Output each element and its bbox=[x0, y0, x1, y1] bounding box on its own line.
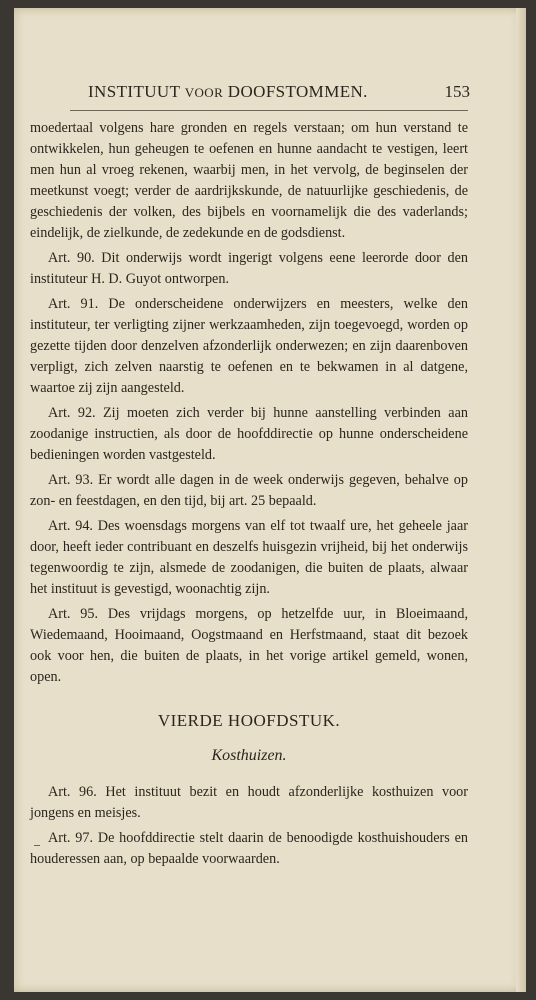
paragraph-art-93: Art. 93. Er wordt alle dagen in de week onderwijs gegeven, behalve op zon- en feestdagen, en den tijd, bij art. 25 bepaald. bbox=[30, 472, 468, 509]
page-header bbox=[70, 82, 470, 110]
running-head-part2: DOOFSTOMMEN. bbox=[223, 82, 368, 101]
paragraph-art-97: Art. 97. De hoofddirectie stelt daarin de benoodigde kosthuishouders en houderessen aan, op bepaalde voorwaarden. bbox=[30, 830, 468, 867]
section-heading: Kosthuizen. bbox=[211, 747, 287, 764]
header-rule bbox=[70, 110, 468, 111]
page-number: 153 bbox=[444, 82, 470, 101]
paragraph-continuation: moedertaal volgens hare gronden en regels verstaan; om hun verstand te ontwikkelen, hun geheugen te oefenen en hunne aandacht te vestigen, leert men hun al vroeg rekenen, waarbij men, in het vervolg, de beginselen der meetkunst voegt; verder de aardrijkskunde, de natuurlijke geschiedenis, de geschiedenis der volken, des bijbels en voornamelijk die des vaderlands; eindelijk, de zielkunde, de zedekunde en de godsdienst. bbox=[30, 120, 468, 241]
running-head bbox=[88, 82, 368, 102]
paragraph-art-96: Art. 96. Het instituut bezit en houdt afzonderlijke kosthuizen voor jongens en meisjes. bbox=[30, 784, 468, 821]
paragraph-art-91: Art. 91. De onderscheidene onderwijzers en meesters, welke den instituteur, ter verligting zijner werkzaamheden, zijn toegevoegd, worden op gezette tijden door denzelven afzonderlijk onderwezen; en zijn daarenboven verpligt, zich zelven naarstig te oefenen en te bekwamen in al datgene, waartoe zij zijn aangesteld. bbox=[30, 296, 468, 396]
page-edge bbox=[516, 8, 526, 992]
paragraph-art-94: Art. 94. Des woensdags morgens van elf tot twaalf ure, het geheele jaar door, heeft ieder contribuant en deszelfs huisgezin vrijheid, bij het onderwijs tegenwoordig te zijn, alsmede de zoodanigen, die buiten de plaats, alwaar het instituut is gevestigd, woonachtig zijn. bbox=[30, 518, 468, 597]
chapter-heading: VIERDE HOOFDSTUK. bbox=[157, 711, 341, 730]
page-body bbox=[30, 118, 468, 872]
signature-mark bbox=[34, 845, 40, 846]
paragraph-art-90: Art. 90. Dit onderwijs wordt ingerigt volgens eene leerorde door den instituteur H. D. Guyot ontworpen. bbox=[30, 250, 468, 287]
running-head-part1: INSTITUUT bbox=[88, 82, 185, 101]
running-head-voor: VOOR bbox=[184, 85, 224, 100]
paragraph-art-95: Art. 95. Des vrijdags morgens, op hetzelfde uur, in Bloeimaand, Wiedemaand, Hooimaand, Oogstmaand en Herfstmaand, staat dit bezoek ook voor hen, die buiten de plaats, in het vorige artikel gemeld, wonen, open. bbox=[30, 606, 468, 685]
paragraph-art-92: Art. 92. Zij moeten zich verder bij hunne aanstelling verbinden aan zoodanige instructien, als door de hoofddirectie op hunne onderscheidene bedieningen worden vastgesteld. bbox=[30, 405, 468, 463]
